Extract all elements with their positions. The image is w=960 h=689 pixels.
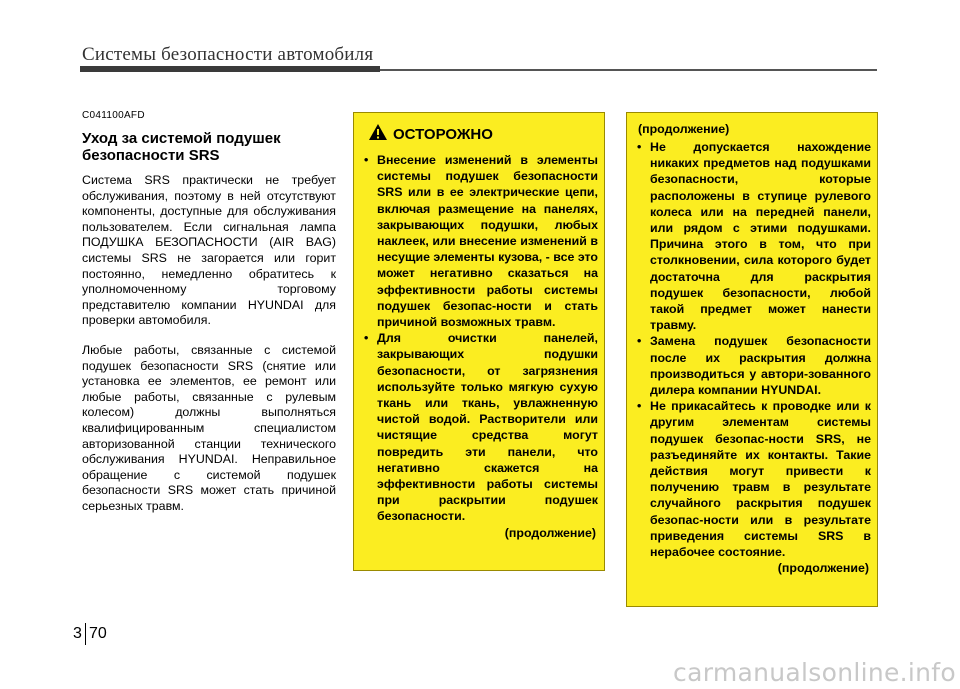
list-item: • Не допускается нахождение никаких предметов над подушками безопасности, которые расположены в ступице рулевого колеса или на передней панели, или рядом с этими подушками. Причина этого в том, что при столкновении, сила которого будет достаточна для раскрытия подушек безопасности, любой такой предмет может нанести травму. <box>637 139 871 333</box>
warning-triangle-icon <box>368 123 388 146</box>
paragraph: Любые работы, связанные с системой подушек безопасности SRS (снятие или установка ее элементов, ее ремонт или любые работы, связанные с рулевым колесом) должны выполняться квалифицированным специалистом авторизованной станции технического обслуживания HYUNDAI. Неправильное обращение с системой подушек безопасности SRS может стать причиной серьезных травм. <box>82 342 336 513</box>
warning-header <box>368 123 604 146</box>
continuation-label: (продолжение) <box>638 122 730 136</box>
page-number-divider <box>85 623 86 645</box>
section-number: 3 <box>73 625 82 642</box>
list-item: • Для очистки панелей, закрывающих подушки безопасности, от загрязнения используйте только мягкую сухую ткань или ткань, увлажненную чистой водой. Растворители или чистящие средства могут повредить эти панели, что негативно скажется на эффективности работы системы при раскрытии подушек безопасности. <box>364 330 598 524</box>
warning-box <box>353 112 605 571</box>
paragraph: Система SRS практически не требует обслуживания, поэтому в ней отсутствуют компоненты, доступные для обслуживания пользователем. Если сигнальная лампа ПОДУШКА БЕЗОПАСНОСТИ (AIR BAG) системы SRS не загорается или горит постоянно, немедленно обратитесь к уполномоченному торговому представителю компании HYUNDAI для проверки автомобиля. <box>82 173 336 328</box>
list-item: • Внесение изменений в элементы системы подушек безопасности SRS или в ее электрические цепи, включая размещение на панелях, закрывающих подушки, любых наклеек, или внесение изменений в несущие элементы кузова, - все это может негативно сказаться на эффективности работы системы подушек безопас-ности и стать причиной возможных травм. <box>364 152 598 330</box>
list-item: • Замена подушек безопасности после их раскрытия должна производиться у автори-зованного дилера компании HYUNDAI. <box>637 333 871 398</box>
continued-label: (продолжение) <box>777 561 869 576</box>
watermark: carmanualsonline.info <box>673 658 956 687</box>
header-rule <box>380 69 877 71</box>
warning-title: ОСТОРОЖНО <box>393 126 493 143</box>
warning-list <box>354 152 604 525</box>
continuation-list <box>627 139 877 560</box>
main-column <box>82 110 336 528</box>
section-title: Уход за системой подушек безопасности SRS <box>82 130 281 164</box>
section-code: C041100AFD <box>82 110 145 121</box>
page-number: 70 <box>89 625 107 642</box>
header-title: Системы безопасности автомобиля <box>82 44 374 65</box>
header-bar <box>80 66 380 72</box>
continued-label: (продолжение) <box>504 525 596 540</box>
warning-continuation-box <box>626 112 878 607</box>
list-item: • Не прикасайтесь к проводке или к другим элементам системы подушек безопас-ности SRS, не разъединяйте их контакты. Такие действия могут привести к получению травм в результате случайного раскрытия подушек безопас-ности или в результате приведения системы SRS в нерабочее состояние. <box>637 398 871 560</box>
